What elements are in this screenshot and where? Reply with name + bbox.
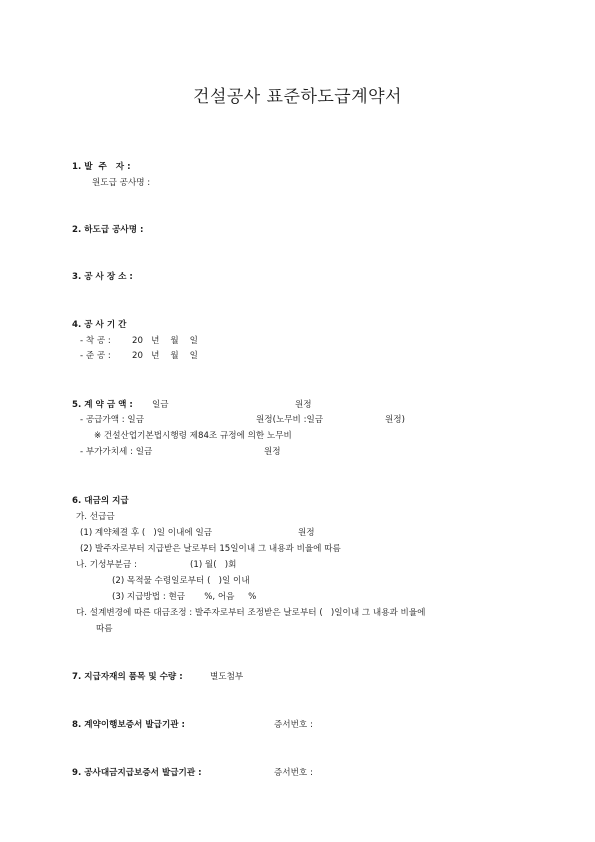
vat-label: - 부가가치세 : 일금 [80,447,153,457]
advance-payment-label: 가. 선급금 [76,512,115,522]
amount-prefix: 일금 [152,400,169,410]
advance-payment-item-1-suffix: 원정 [298,528,315,538]
section-2-heading: 2. 하도급 공사명 : [72,225,144,235]
section-7-heading: 7. 지급자재의 품목 및 수량 : [72,672,183,682]
section-8-heading: 8. 계약이행보증서 발급기관 : [72,720,185,730]
section-3-heading: 3. 공 사 장 소 : [72,272,133,282]
end-date-label: - 준 공 : [80,351,111,361]
page-title: 건설공사 표준하도급계약서 [193,87,402,107]
section-9-cert-label: 증서번호 : [274,768,313,778]
advance-payment-item-2: (2) 발주자로부터 지급받은 날로부터 15일이내 그 내용과 비율에 따름 [80,544,341,554]
start-date-value: 20 년 월 일 [132,336,198,346]
section-4-heading: 4. 공 사 기 간 [72,320,127,330]
advance-payment-item-1: (1) 계약체결 후 ( )일 이내에 일금 [80,528,213,538]
design-change-line-2: 따름 [96,624,113,634]
section-7-value: 별도첨부 [210,672,244,682]
progress-payment-item-1: (1) 월( )회 [190,560,237,570]
section-5-heading: 5. 계 약 금 액 : [72,400,133,410]
supply-suffix: 원정(노무비 :일금 [256,415,324,425]
labor-cost-note: ※ 건설산업기본법시행령 제84조 규정에 의한 노무비 [94,431,292,441]
design-change-line-1: 다. 설계변경에 따른 대금조정 : 발주자로부터 조정받은 날로부터 ( )일이내 그 내용과 비율에 [76,608,426,618]
labor-suffix: 원정) [385,415,405,425]
section-1-heading: 1. 발 주 자 : [72,162,131,172]
end-date-value: 20 년 월 일 [132,351,198,361]
section-9-heading: 9. 공사대금지급보증서 발급기관 : [72,768,202,778]
supply-label: - 공급가액 : 일금 [80,415,145,425]
progress-payment-item-2: (2) 목적물 수령일로부터 ( )일 이내 [112,576,250,586]
section-6-heading: 6. 대금의 지급 [72,496,129,506]
amount-suffix: 원정 [295,400,312,410]
section-8-cert-label: 증서번호 : [274,720,313,730]
progress-payment-item-3: (3) 지급방법 : 현금 %, 어음 % [112,592,257,602]
vat-suffix: 원정 [264,447,281,457]
start-date-label: - 착 공 : [80,336,111,346]
section-1-sub: 원도급 공사명 : [92,178,151,188]
progress-payment-label: 나. 기성부분금 : [76,560,137,570]
